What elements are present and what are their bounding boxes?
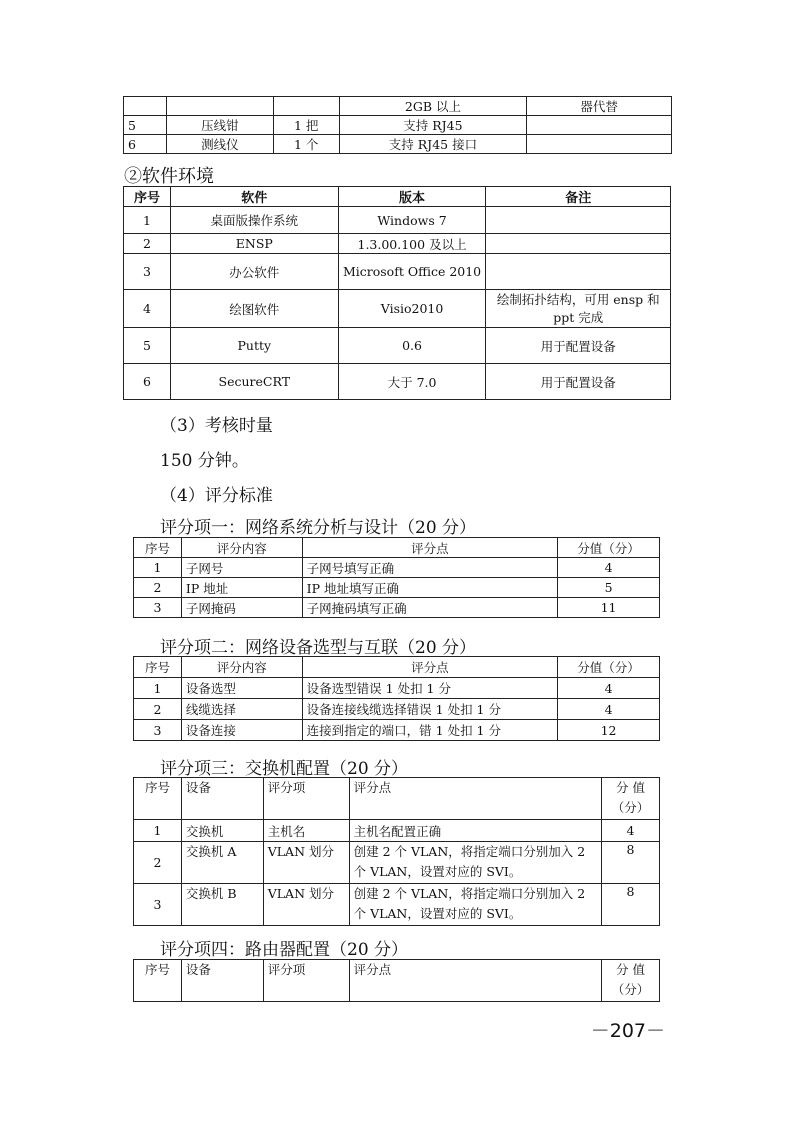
cell: 绘制拓扑结构，可用 ensp 和 ppt 完成 (486, 290, 671, 328)
cell: 桌面版操作系统 (170, 207, 338, 234)
column-header: 分 值（分） (602, 960, 660, 1002)
cell (273, 97, 339, 116)
table-row (134, 884, 660, 926)
column-header: 分值（分） (558, 657, 660, 678)
cell: 2 (134, 578, 182, 598)
cell: 12 (558, 720, 660, 741)
cell: 用于配置设备 (486, 364, 671, 400)
cell: 子网掩码填写正确 (302, 598, 557, 618)
cell: 交换机 A (181, 842, 263, 884)
cell: Visio2010 (338, 290, 486, 328)
table-row (134, 699, 660, 720)
column-header: 评分点 (302, 538, 557, 558)
table-header-row (134, 960, 660, 1002)
cell: Putty (170, 328, 338, 364)
cell: 4 (124, 290, 171, 328)
cell: 交换机 B (181, 884, 263, 926)
column-header: 序号 (124, 187, 171, 207)
cell: 1 (134, 558, 182, 578)
cell: 器代替 (527, 97, 672, 116)
cell: 设备连接线缆选择错误 1 处扣 1 分 (302, 699, 557, 720)
hardware-table (123, 96, 672, 154)
table-header-row (124, 187, 671, 207)
item1-table (133, 537, 660, 618)
cell: 4 (602, 820, 660, 842)
column-header: 设备 (181, 778, 263, 820)
column-header: 评分点 (302, 657, 557, 678)
cell: 2 (134, 842, 182, 884)
cell: 1 把 (273, 116, 339, 135)
cell: 2GB 以上 (339, 97, 527, 116)
table-row (134, 820, 660, 842)
cell: 5 (558, 578, 660, 598)
table-row (124, 254, 671, 290)
table-row (134, 842, 660, 884)
cell: 子网号 (181, 558, 302, 578)
table-header-row (134, 778, 660, 820)
cell (166, 97, 273, 116)
cell: 线缆选择 (181, 699, 302, 720)
column-header: 版本 (338, 187, 486, 207)
column-header: 设备 (181, 960, 263, 1002)
item2-table (133, 656, 660, 741)
cell: 8 (602, 842, 660, 884)
cell (527, 116, 672, 135)
section3-text: 150 分钟。 (160, 451, 249, 471)
cell: 3 (134, 598, 182, 618)
cell: 压线钳 (166, 116, 273, 135)
column-header: 序号 (134, 778, 182, 820)
table-row (134, 578, 660, 598)
cell (486, 254, 671, 290)
cell: IP 地址 (181, 578, 302, 598)
cell: 创建 2 个 VLAN，将指定端口分别加入 2 个 VLAN，设置对应的 SVI。 (349, 884, 601, 926)
column-header: 备注 (486, 187, 671, 207)
item4-table (133, 959, 660, 1002)
item3-table (133, 777, 660, 926)
table-row (134, 598, 660, 618)
item1-title: 评分项一：网络系统分析与设计（20 分） (160, 518, 477, 538)
cell: 5 (124, 328, 171, 364)
cell: 绘图软件 (170, 290, 338, 328)
table-row (124, 135, 672, 154)
table-row (124, 116, 672, 135)
cell: 1 个 (273, 135, 339, 154)
cell: 3 (124, 254, 171, 290)
cell: 创建 2 个 VLAN，将指定端口分别加入 2 个 VLAN，设置对应的 SVI。 (349, 842, 601, 884)
table-row (134, 720, 660, 741)
column-header: 评分项 (263, 778, 349, 820)
cell: 子网号填写正确 (302, 558, 557, 578)
cell (124, 97, 167, 116)
table-row (124, 328, 671, 364)
cell: Windows 7 (338, 207, 486, 234)
column-header: 序号 (134, 538, 182, 558)
cell: 4 (558, 558, 660, 578)
item3-title: 评分项三：交换机配置（20 分） (160, 759, 409, 779)
column-header: 序号 (134, 960, 182, 1002)
cell: VLAN 划分 (263, 842, 349, 884)
cell: ENSP (170, 234, 338, 254)
cell: VLAN 划分 (263, 884, 349, 926)
cell: 主机名配置正确 (349, 820, 601, 842)
cell: 8 (602, 884, 660, 926)
cell: 4 (558, 678, 660, 699)
column-header: 分值（分） (558, 538, 660, 558)
cell: 设备选型 (181, 678, 302, 699)
cell: 设备选型错误 1 处扣 1 分 (302, 678, 557, 699)
column-header: 评分内容 (181, 538, 302, 558)
cell: 3 (134, 884, 182, 926)
table-header-row (134, 538, 660, 558)
table-row (124, 290, 671, 328)
cell: 2 (124, 234, 171, 254)
table-row (124, 97, 672, 116)
page-number: －207－ (590, 1020, 665, 1042)
table-row (124, 364, 671, 400)
cell: 1 (134, 820, 182, 842)
column-header: 评分点 (349, 960, 601, 1002)
column-header: 软件 (170, 187, 338, 207)
table-header-row (134, 657, 660, 678)
cell: 大于 7.0 (338, 364, 486, 400)
section3-heading: （3）考核时量 (160, 416, 273, 436)
table-row (124, 234, 671, 254)
column-header: 评分点 (349, 778, 601, 820)
cell: 主机名 (263, 820, 349, 842)
software-heading: ②软件环境 (124, 166, 214, 187)
item4-title: 评分项四：路由器配置（20 分） (160, 940, 409, 960)
cell: 连接到指定的端口，错 1 处扣 1 分 (302, 720, 557, 741)
cell: Microsoft Office 2010 (338, 254, 486, 290)
cell (486, 234, 671, 254)
cell (527, 135, 672, 154)
cell: SecureCRT (170, 364, 338, 400)
cell: 用于配置设备 (486, 328, 671, 364)
cell: 5 (124, 116, 167, 135)
table-row (124, 207, 671, 234)
table-row (134, 678, 660, 699)
cell: 2 (134, 699, 182, 720)
cell: 3 (134, 720, 182, 741)
cell: 支持 RJ45 (339, 116, 527, 135)
cell: 1.3.00.100 及以上 (338, 234, 486, 254)
cell (486, 207, 671, 234)
cell: 0.6 (338, 328, 486, 364)
cell: IP 地址填写正确 (302, 578, 557, 598)
cell: 1 (124, 207, 171, 234)
column-header: 评分内容 (181, 657, 302, 678)
cell: 1 (134, 678, 182, 699)
table-row (134, 558, 660, 578)
column-header: 序号 (134, 657, 182, 678)
software-table (123, 186, 671, 400)
item2-title: 评分项二：网络设备选型与互联（20 分） (160, 638, 477, 658)
cell: 子网掩码 (181, 598, 302, 618)
cell: 6 (124, 135, 167, 154)
section4-heading: （4）评分标准 (160, 486, 273, 506)
cell: 设备连接 (181, 720, 302, 741)
cell: 支持 RJ45 接口 (339, 135, 527, 154)
cell: 交换机 (181, 820, 263, 842)
cell: 测线仪 (166, 135, 273, 154)
cell: 11 (558, 598, 660, 618)
column-header: 分 值（分） (602, 778, 660, 820)
cell: 6 (124, 364, 171, 400)
cell: 办公软件 (170, 254, 338, 290)
cell: 4 (558, 699, 660, 720)
column-header: 评分项 (263, 960, 349, 1002)
